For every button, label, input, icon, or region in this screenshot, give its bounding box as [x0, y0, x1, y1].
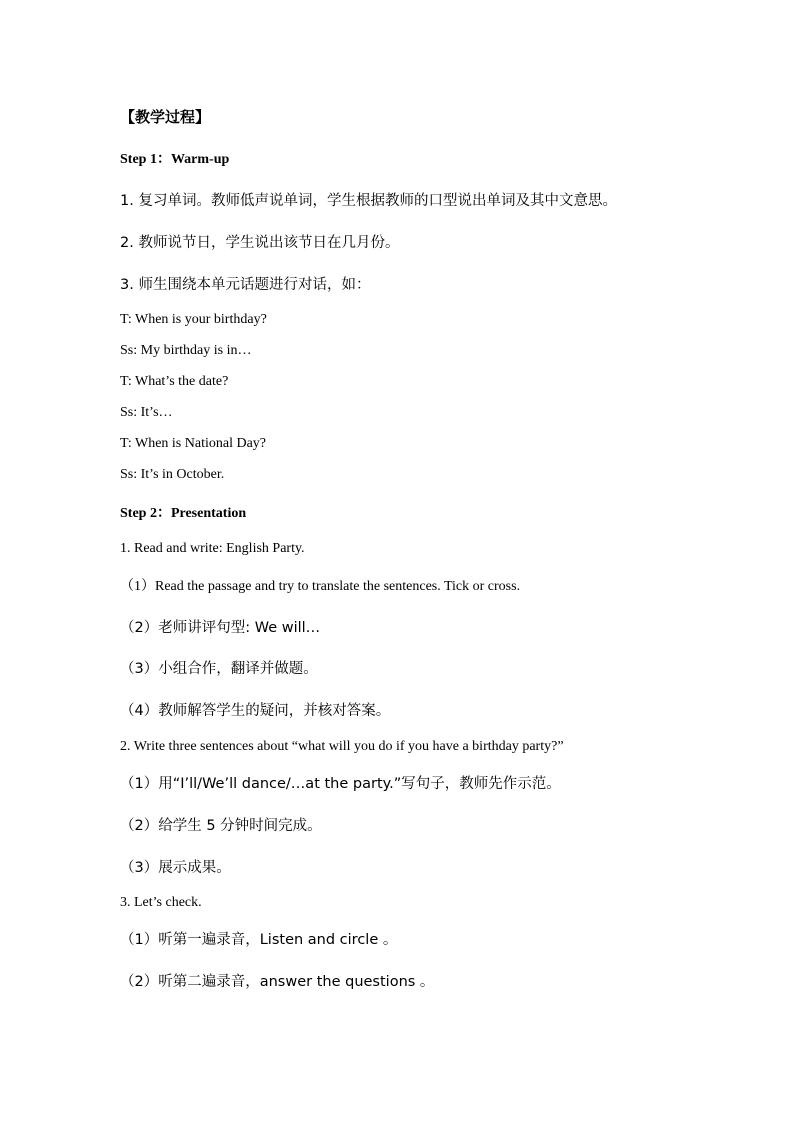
part3-item-1: （1）听第一遍录音，Listen and circle 。	[120, 932, 398, 948]
part1-title: 1. Read and write: English Party.	[120, 541, 305, 556]
part2-item-1: （1）用“I’ll/We’ll dance/…at the party.”写句子，教师先作示范。	[120, 776, 561, 792]
dialogue-line-5: T: When is National Day?	[120, 436, 267, 451]
part2-item-3: （3）展示成果。	[120, 860, 231, 876]
step1-heading: Step 1：Warm-up	[120, 152, 230, 167]
dialogue-line-3: T: What’s the date?	[120, 374, 229, 389]
dialogue-line-4: Ss: It’s…	[120, 405, 173, 420]
dialogue-line-2: Ss: My birthday is in…	[120, 343, 252, 358]
step1-item-3: 3. 师生围绕本单元话题进行对话，如：	[120, 277, 371, 293]
part1-item-4: （4）教师解答学生的疑问，并核对答案。	[120, 703, 391, 719]
document-title: 【教学过程】	[120, 108, 211, 126]
part1-item-3: （3）小组合作，翻译并做题。	[120, 661, 318, 677]
dialogue-line-6: Ss: It’s in October.	[120, 467, 225, 482]
step1-item-2: 2. 教师说节日，学生说出该节日在几月份。	[120, 235, 400, 251]
part1-item-2: （2）老师讲评句型: We will…	[120, 620, 321, 636]
part1-item-1: （1）Read the passage and try to translate the sentences. Tick or cross.	[120, 579, 521, 594]
step1-item-1: 1. 复习单词。教师低声说单词，学生根据教师的口型说出单词及其中文意思。	[120, 193, 617, 209]
part3-item-2: （2）听第二遍录音，answer the questions 。	[120, 974, 435, 990]
part3-title: 3. Let’s check.	[120, 895, 202, 910]
step2-heading: Step 2：Presentation	[120, 506, 247, 521]
part2-item-2: （2）给学生 5 分钟时间完成。	[120, 818, 322, 834]
dialogue-line-1: T: When is your birthday?	[120, 312, 267, 327]
part2-title: 2. Write three sentences about “what will you do if you have a birthday party?”	[120, 739, 564, 754]
